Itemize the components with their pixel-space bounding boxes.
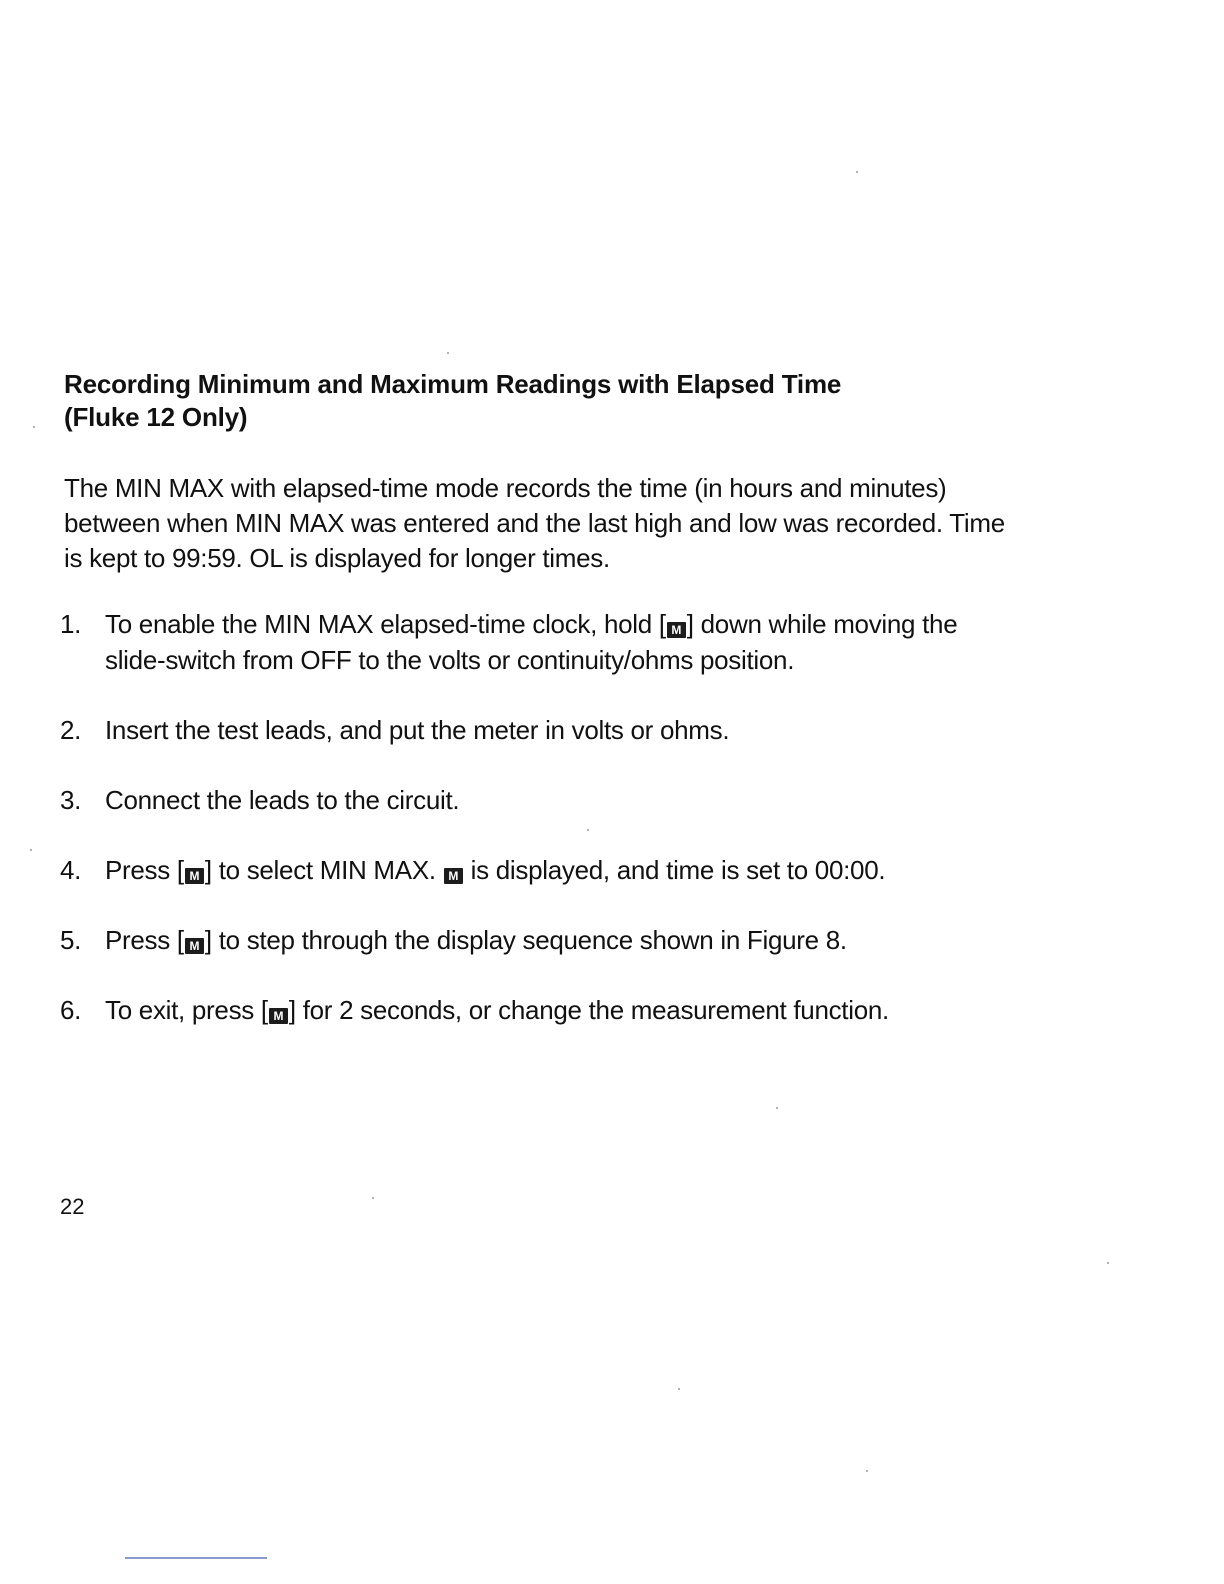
scan-speck bbox=[33, 426, 35, 428]
intro-line-2: between when MIN MAX was entered and the last high and low was recorded. Time bbox=[64, 508, 1005, 538]
scan-speck bbox=[447, 352, 449, 354]
step-number: 6. bbox=[60, 995, 82, 1025]
section-heading-line-1: Recording Minimum and Maximum Readings with Elapsed Time bbox=[64, 369, 842, 399]
m-button-key: [ M ] bbox=[176, 925, 212, 955]
scan-speck bbox=[678, 1388, 680, 1390]
section-heading bbox=[64, 368, 1064, 434]
m-button-key: [ M ] bbox=[260, 995, 296, 1025]
step-6-text: To exit, press [ M ] for 2 seconds, or change the measurement function. bbox=[105, 992, 1120, 1028]
intro-line-1: The MIN MAX with elapsed-time mode records the time (in hours and minutes) bbox=[64, 473, 947, 503]
intro-line-3: is kept to 99:59. OL is displayed for longer times. bbox=[64, 543, 610, 573]
procedure-steps bbox=[60, 606, 1120, 1028]
scan-speck bbox=[1107, 1262, 1109, 1264]
m-annunciator-icon: M bbox=[444, 868, 463, 884]
step-3-text: Connect the leads to the circuit. bbox=[105, 785, 460, 815]
step-1-line-1: To enable the MIN MAX elapsed-time clock, hold [ M ] down while moving the bbox=[105, 606, 1120, 642]
scan-speck bbox=[372, 1197, 374, 1199]
step-1 bbox=[60, 606, 1120, 678]
scan-speck bbox=[587, 829, 589, 831]
step-6 bbox=[60, 992, 1120, 1028]
scan-speck bbox=[776, 1107, 778, 1109]
step-2-text: Insert the test leads, and put the meter in volts or ohms. bbox=[105, 715, 730, 745]
step-2 bbox=[60, 712, 1120, 748]
step-number: 5. bbox=[60, 925, 82, 955]
step-5-text: Press [ M ] to step through the display sequence shown in Figure 8. bbox=[105, 922, 1120, 958]
step-5 bbox=[60, 922, 1120, 958]
step-number: 4. bbox=[60, 855, 82, 885]
m-button-icon: M bbox=[185, 938, 204, 954]
section-heading-line-2: (Fluke 12 Only) bbox=[64, 402, 248, 432]
step-number: 2. bbox=[60, 715, 82, 745]
step-number: 1. bbox=[60, 609, 82, 639]
page-number: 22 bbox=[60, 1194, 85, 1219]
step-4 bbox=[60, 852, 1120, 888]
m-button-key: [ M ] bbox=[658, 609, 694, 639]
m-button-icon: M bbox=[667, 622, 686, 638]
step-1-line-2: slide-switch from OFF to the volts or continuity/ohms position. bbox=[105, 645, 795, 675]
scan-speck bbox=[866, 1470, 868, 1472]
step-3 bbox=[60, 782, 1120, 818]
m-button-key: [ M ] bbox=[176, 855, 212, 885]
scan-speck bbox=[856, 171, 858, 173]
step-number: 3. bbox=[60, 785, 82, 815]
m-button-icon: M bbox=[269, 1008, 288, 1024]
step-4-text: Press [ M ] to select MIN MAX. M is displayed, and time is set to 00:00. bbox=[105, 852, 1120, 888]
intro-paragraph bbox=[64, 471, 1104, 576]
scan-speck bbox=[30, 849, 32, 851]
m-button-icon: M bbox=[185, 868, 204, 884]
bottom-rule bbox=[125, 1557, 267, 1559]
